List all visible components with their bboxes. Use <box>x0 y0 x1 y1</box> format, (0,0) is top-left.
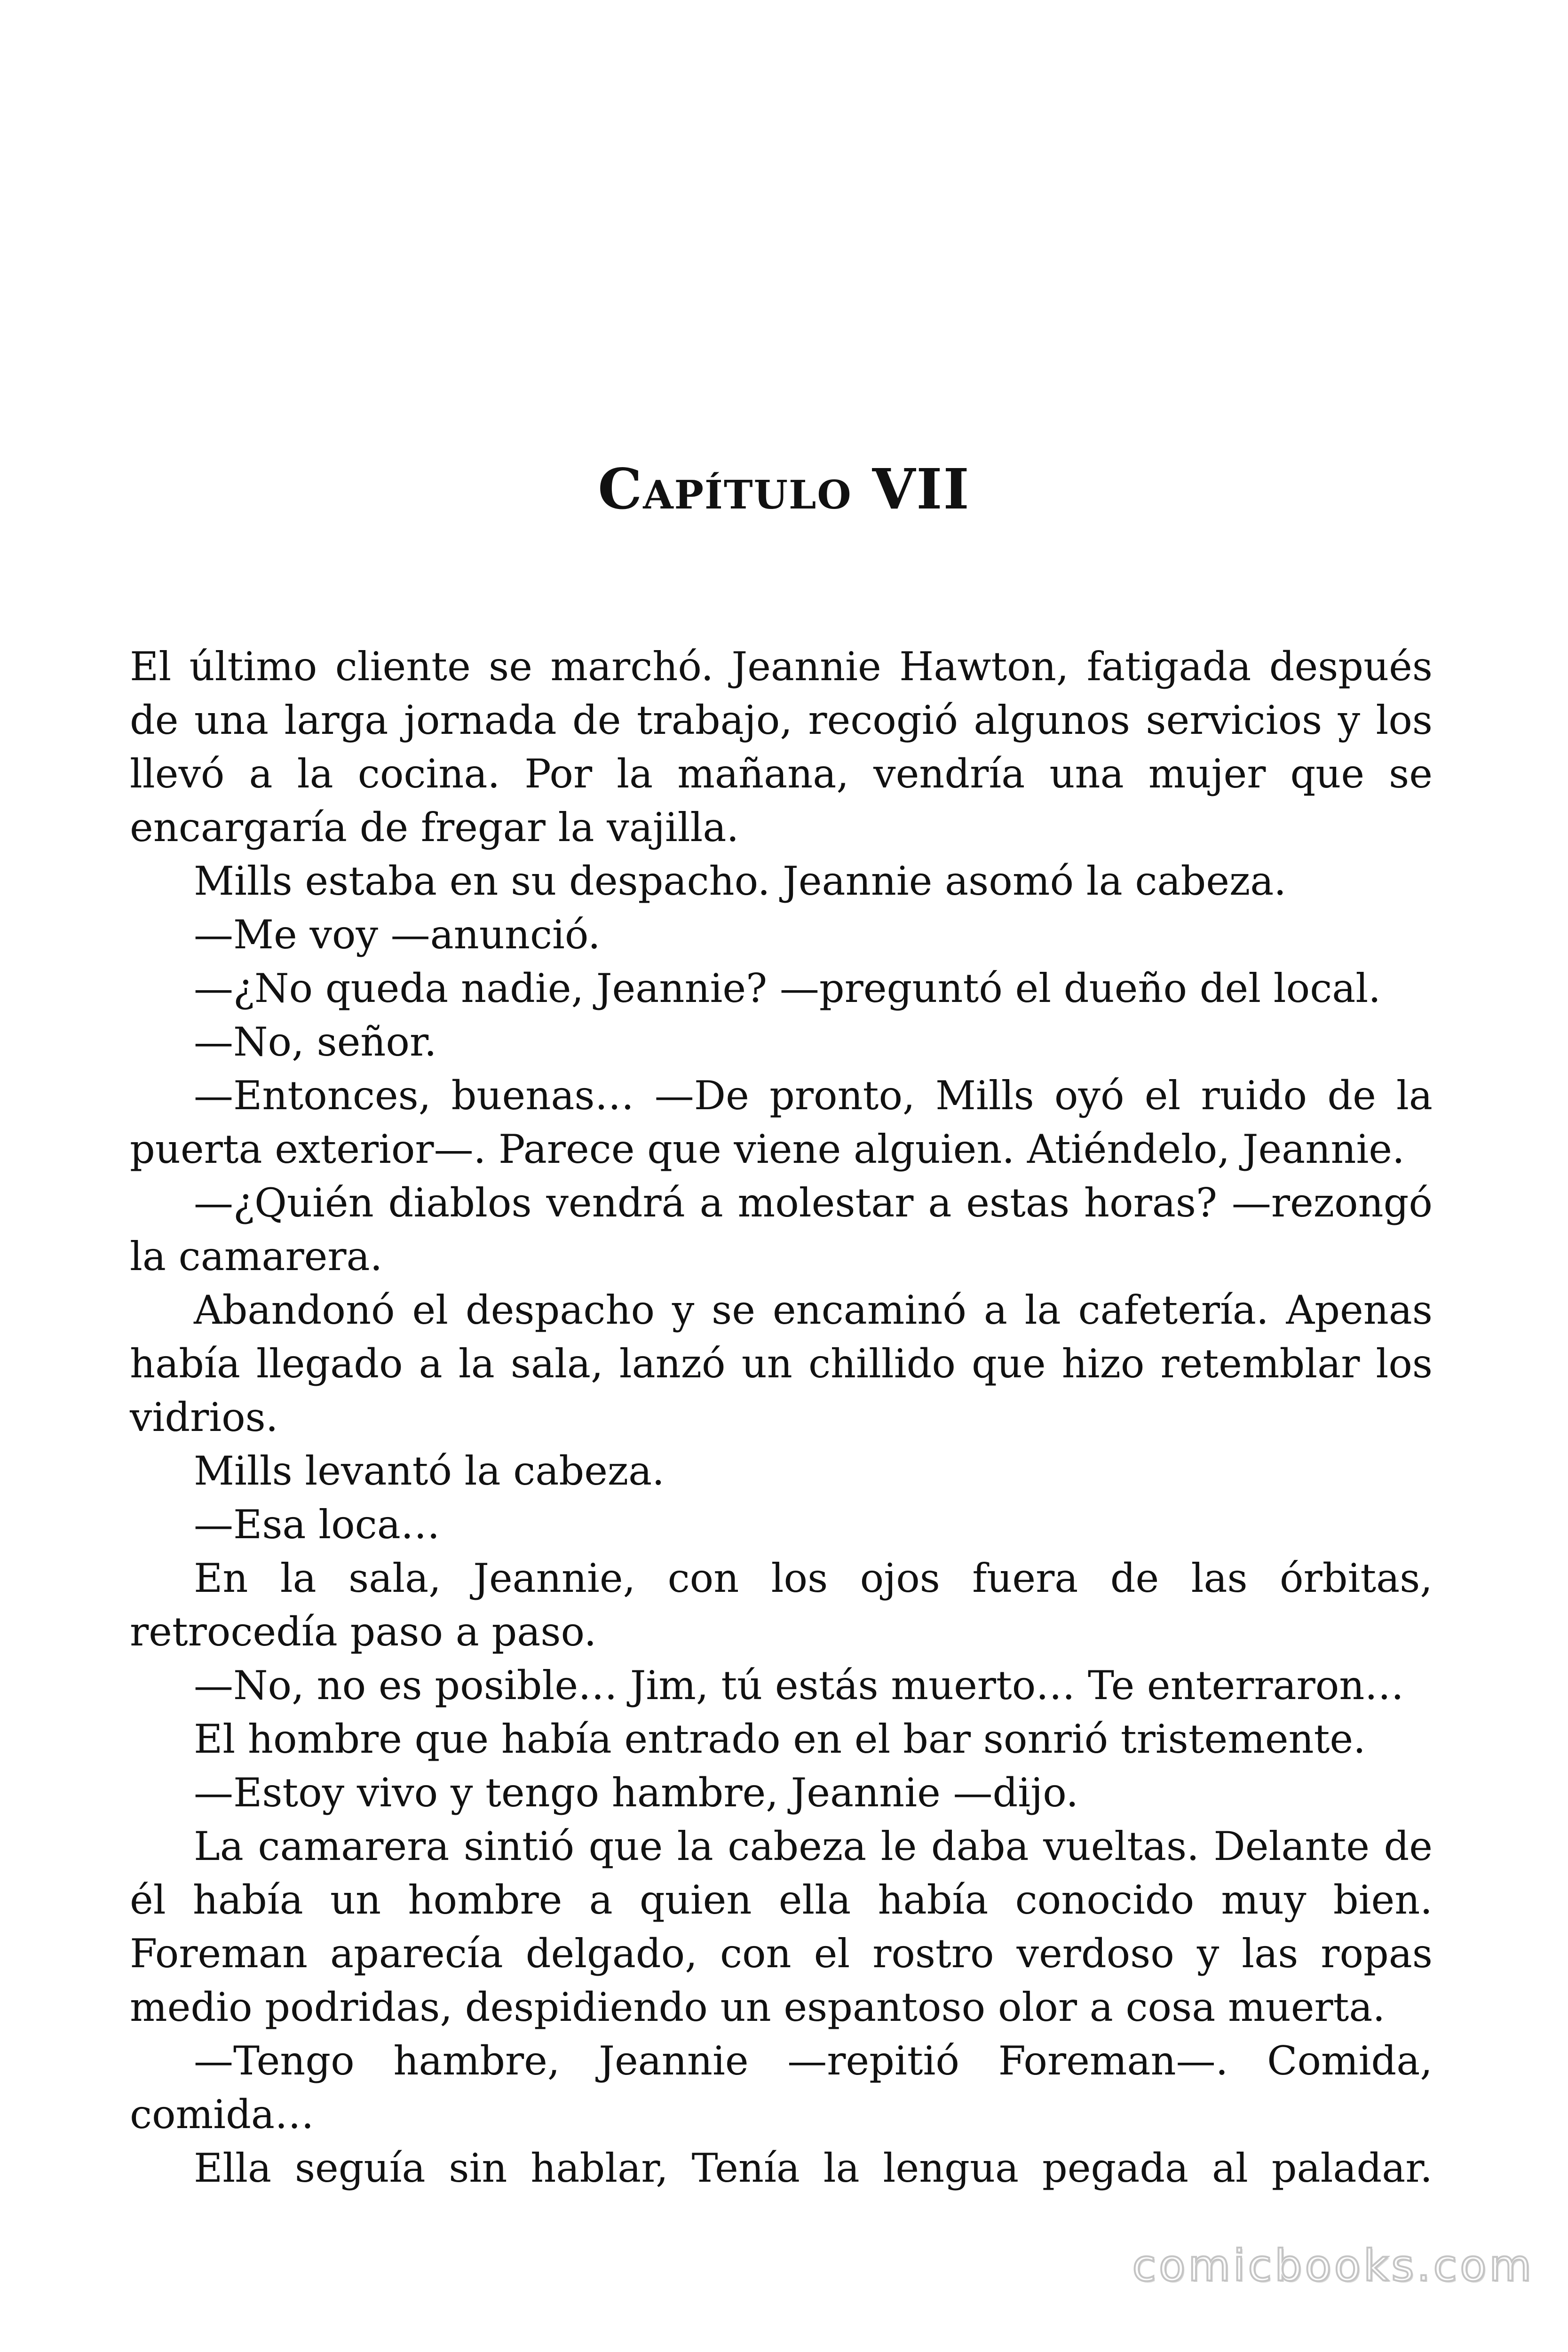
paragraph: El último cliente se marchó. Jeannie Hawton, fatigada después de una larga jornada de trabajo, recogió algunos servicios y los llevó a la cocina. Por la mañana, vendría una mujer que se encargaría de fregar la vajilla. <box>130 644 1433 850</box>
paragraph: —Estoy vivo y tengo hambre, Jeannie —dijo. <box>194 1770 1079 1816</box>
paragraph: —No, no es posible… Jim, tú estás muerto… Te enterraron… <box>194 1662 1404 1708</box>
paragraph: Abandonó el despacho y se encaminó a la cafetería. Apenas había llegado a la sala, lanzó un chillido que hizo retemblar los vidrios. <box>130 1287 1433 1440</box>
paragraph: Mills estaba en su despacho. Jeannie asomó la cabeza. <box>194 858 1287 904</box>
paragraph: —No, señor. <box>194 1019 437 1065</box>
paragraph: La camarera sintió que la cabeza le daba vueltas. Delante de él había un hombre a quien ella había conocido muy bien. Foreman aparecía delgado, con el rostro verdoso y las ropas medio podridas, despidiendo un espantoso olor a cosa muerta. <box>130 1823 1433 2030</box>
paragraph: En la sala, Jeannie, con los ojos fuera de las órbitas, retrocedía paso a paso. <box>130 1555 1433 1655</box>
paragraph: Mills levantó la cabeza. <box>194 1448 665 1494</box>
paragraph: —¿Quién diablos vendrá a molestar a estas horas? —rezongó la camarera. <box>130 1180 1433 1279</box>
paragraph: —¿No queda nadie, Jeannie? —preguntó el dueño del local. <box>194 965 1381 1011</box>
paragraph: El hombre que había entrado en el bar sonrió tristemente. <box>194 1716 1366 1762</box>
chapter-body <box>130 640 1433 2195</box>
chapter-title: Capítulo VII <box>598 456 970 522</box>
paragraph: Ella seguía sin hablar, Tenía la lengua pegada al paladar. <box>194 2145 1433 2191</box>
paragraph: —Esa loca… <box>194 1502 440 1548</box>
watermark: comicbooks.com <box>1132 2241 1534 2291</box>
paragraph: —Tengo hambre, Jeannie —repitió Foreman—. Comida, comida… <box>130 2038 1433 2137</box>
paragraph: —Entonces, buenas… —De pronto, Mills oyó el ruido de la puerta exterior—. Parece que viene alguien. Atiéndelo, Jeannie. <box>130 1073 1433 1172</box>
paragraph: —Me voy —anunció. <box>194 912 601 958</box>
